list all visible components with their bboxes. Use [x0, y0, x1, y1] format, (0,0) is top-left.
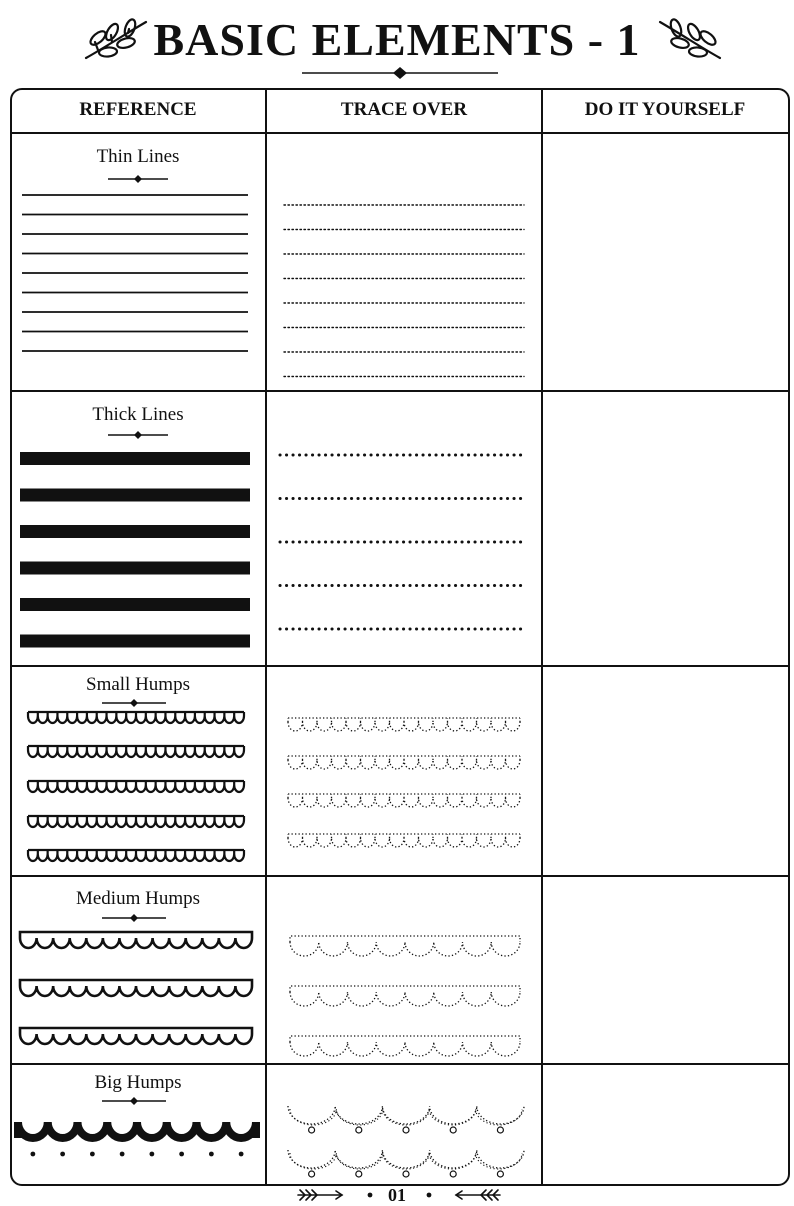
row-label-big-humps: Big Humps — [94, 1072, 182, 1093]
row-label-medium-humps: Medium Humps — [75, 888, 201, 909]
row-label-small-humps: Small Humps — [86, 674, 190, 695]
medium-hump-trace-row — [290, 936, 520, 956]
leaf-branch-icon — [656, 18, 724, 62]
big-hump-dot — [60, 1152, 65, 1157]
row-label-thin-lines: Thin Lines — [96, 146, 180, 167]
thick-line — [20, 525, 250, 538]
thin-lines-reference — [22, 193, 252, 365]
big-hump-trace-dot — [403, 1171, 409, 1177]
big-hump-dot — [90, 1152, 95, 1157]
small-hump-trace-row — [288, 756, 520, 769]
title-divider-ornament — [300, 66, 500, 80]
small-hump-row — [28, 781, 244, 792]
thick-line — [20, 635, 250, 648]
row-label-thick-lines: Thick Lines — [92, 404, 184, 425]
small-hump-row — [28, 816, 244, 827]
big-hump-trace-dot — [309, 1127, 315, 1133]
column-divider — [265, 88, 267, 1184]
big-hump-trace-dot — [497, 1127, 503, 1133]
small-hump-row — [28, 850, 244, 861]
big-hump-trace-row — [288, 1150, 524, 1168]
practice-grid — [10, 88, 788, 1184]
title-row — [0, 10, 794, 70]
thick-line — [20, 562, 250, 575]
page-footer — [0, 1184, 794, 1205]
big-hump-trace-dot — [497, 1171, 503, 1177]
divider-ornament — [102, 698, 166, 708]
big-hump-trace-dot — [403, 1127, 409, 1133]
big-hump-trace-dot — [309, 1171, 315, 1177]
medium-hump-row — [20, 980, 252, 996]
thick-line — [20, 452, 250, 465]
thin-lines-trace-guide — [280, 193, 528, 383]
thick-lines-reference — [18, 448, 256, 648]
thick-line — [20, 598, 250, 611]
divider-ornament — [102, 913, 166, 923]
thick-lines-trace-guide — [276, 448, 528, 648]
column-header-do-it-yourself: DO IT YOURSELF — [584, 99, 746, 120]
big-hump-dot — [120, 1152, 125, 1157]
small-hump-trace-row — [288, 794, 520, 807]
medium-humps-trace-guide — [276, 928, 526, 1058]
practice-area-big-humps[interactable] — [544, 1065, 784, 1180]
big-hump-dot — [239, 1152, 244, 1157]
column-header-trace-over: TRACE OVER — [340, 99, 468, 120]
big-hump-trace-inner — [290, 1153, 522, 1169]
big-humps-reference — [14, 1118, 260, 1168]
practice-area-small-humps[interactable] — [544, 667, 784, 873]
medium-hump-trace-row — [290, 986, 520, 1006]
practice-area-thin-lines[interactable] — [544, 134, 784, 388]
big-hump-dot — [179, 1152, 184, 1157]
page-number: 01 — [388, 1185, 406, 1205]
small-hump-row — [28, 712, 244, 723]
divider-ornament — [108, 430, 168, 440]
big-humps-trace-guide — [276, 1098, 526, 1180]
big-hump-trace-dot — [450, 1171, 456, 1177]
practice-area-thick-lines[interactable] — [544, 392, 784, 663]
column-divider — [541, 88, 543, 1184]
medium-hump-trace-row — [290, 1036, 520, 1056]
big-hump-dot — [149, 1152, 154, 1157]
arrow-feather-icon — [452, 1187, 502, 1203]
practice-area-medium-humps[interactable] — [544, 877, 784, 1061]
dot-separator — [426, 1192, 432, 1198]
big-hump-trace-row — [288, 1106, 524, 1124]
big-hump-trace-inner — [290, 1109, 522, 1125]
big-hump-trace-dot — [356, 1127, 362, 1133]
small-humps-trace-guide — [276, 710, 526, 860]
divider-ornament — [102, 1096, 166, 1106]
big-hump-trace-dot — [356, 1171, 362, 1177]
medium-hump-row — [20, 1028, 252, 1044]
small-humps-reference — [26, 710, 252, 870]
medium-hump-row — [20, 932, 252, 948]
small-hump-row — [28, 746, 244, 757]
page-title: BASIC ELEMENTS - 1 — [153, 14, 641, 65]
big-hump-band — [18, 1122, 256, 1138]
small-hump-trace-row — [288, 718, 520, 731]
big-hump-dot — [209, 1152, 214, 1157]
column-header-reference: REFERENCE — [79, 99, 197, 120]
medium-humps-reference — [18, 928, 256, 1058]
small-hump-trace-row — [288, 834, 520, 847]
divider-ornament — [108, 174, 168, 184]
big-hump-dot — [30, 1152, 35, 1157]
thick-line — [20, 489, 250, 502]
big-hump-trace-dot — [450, 1127, 456, 1133]
arrow-feather-icon — [296, 1187, 346, 1203]
